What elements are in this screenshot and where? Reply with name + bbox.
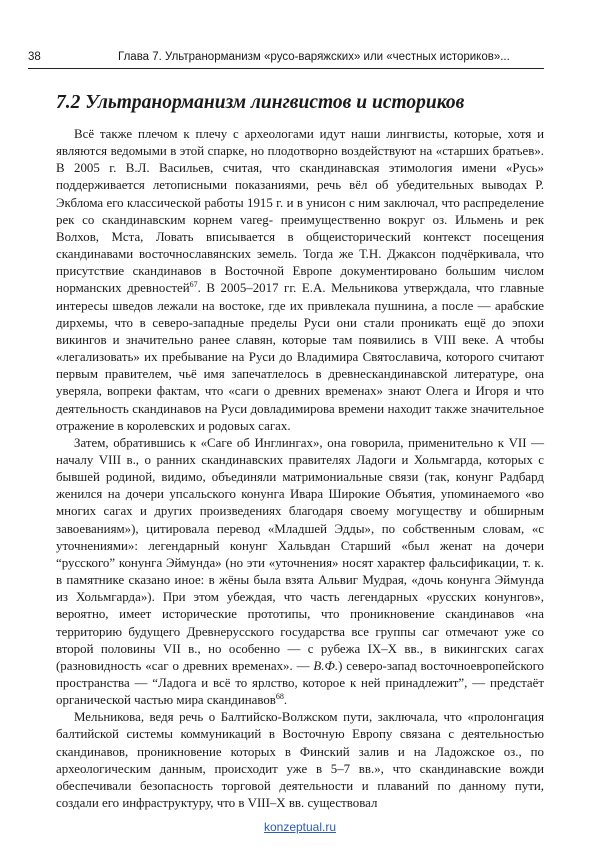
- paragraph-1: [56, 126, 544, 435]
- paragraph-1-text-b: . В 2005–2017 гг. Е.А. Мельникова утверждала, что главные интересы шведов лежали на востоке, где их привлекала пушнина, а после — арабские дирхемы, что в северо-западные пределы Руси они стали проникать ещё до эпохи викингов и значительно ранее славян, которые там появились в VIII веке. А чтобы «легализовать» их пребывание на Руси до Владимира Святославича, которого считают первым правителем, чьё имя запечатлелось в древнескандинавской литературе, она уверяла, вопреки фактам, что «саги о древних временах» знают Олега и Игоря и что деятельность скандинавов на Руси довладимирова времени находит также значительное отражение в королевских и родовых сагах.: [56, 281, 544, 433]
- footnote-ref-67: 67: [189, 280, 198, 290]
- body-text: [56, 126, 544, 812]
- paragraph-3: [56, 709, 544, 812]
- site-link[interactable]: konzeptual.ru: [263, 820, 337, 834]
- running-header: [28, 50, 544, 69]
- page-number: 38: [28, 51, 41, 63]
- paragraph-3-text: Мельникова, ведя речь о Балтийско-Волжском пути, заключала, что «пролонгация балтийской системы коммуникаций в Восточную Европу связана с деятельностью скандинавов, проникновение которых в Финский залив и на Ладожское оз., по археологическим данным, происходит уже в 5–7 вв.», что скандинавские вожди обеспечивали безопасность торговой деятельности и плаваний по данному пути, создали его инфраструктуру, что в VIII–X вв. существовал: [56, 710, 544, 811]
- running-title: Глава 7. Ультранорманизм «русо-варяжских» или «честных историков»...: [118, 51, 510, 63]
- footnote-ref-68: 68: [275, 692, 284, 702]
- page-footer: [0, 820, 600, 834]
- paragraph-2-text-b: ) северо-запад восточноевропейского пространства — “Ладога и всё то ярлство, которое к ней принадлежит”, — предстаёт органической частью мира скандинавов: [56, 658, 544, 708]
- paragraph-1-text-a: Всё также плечом к плечу с археологами идут наши лингвисты, которые, хотя и являются ведомыми в этой спарке, но плодотворно воздействуют на «старших братьев». В 2005 г. В.Л. Васильев, считая, что скандинавская этимология имени «Русь» поддерживается летописными показаниями, речь вёл об убедительных выводах Р. Экблома его классической работы 1915 г. и в унисон с ним заключал, что распределение рек со скандинавским корнем vareg- преимущественно вокруг оз. Ильмень и рек Волхов, Мста, Ловать вписывается в общеисторический контекст посещения скандинавами восточнославянских земель. Тогда же Т.Н. Джаксон подчёркивала, что присутствие скандинавов в Восточной Европе документировано большим числом норманских древностей: [56, 127, 544, 296]
- paragraph-2: [56, 435, 544, 710]
- paragraph-2-text-c: .: [283, 693, 288, 708]
- author-initials: В.Ф.: [313, 658, 339, 673]
- paragraph-2-text-a: Затем, обратившись к «Саге об Инглингах», она говорила, применительно к VII — началу VIII в., о ранних скандинавских правителях Ладоги и Хольмгарда, которых с бывшей родиной, видимо, объединяли матримониальные связи (так, конунг Радбард женился на дочери упсальского конунга Ивара Широкие Объятия, упоминаемого «во многих сагах и других произведениях благодаря своему могуществу и обширным завоеваниям»), цитировала перевод «Младшей Эдды», по собственным словам, «с уточнениями»: легендарный конунг Хальвдан Старший «был женат на дочери “русского” конунга Эймунда» (но эти «уточнения» носят характер фальсификации, т. к. в памятнике сказано иное: в жёны была взята Альвиг Мудрая, «дочь конунга Эймунда из Хольмгарда»). При этом убеждая, что часть легендарных «русских конунгов», вероятно, имеет исторические прототипы, что проникновение скандинавов «на территорию будущего Древнерусского государства все группы саг отмечают уже со второй половины VII в., но особенно — с рубежа IX–X вв., в викингских сагах (разновидность «саг о древних временах». —: [56, 435, 544, 673]
- section-title: 7.2 Ультранорманизм лингвистов и историков: [56, 92, 465, 113]
